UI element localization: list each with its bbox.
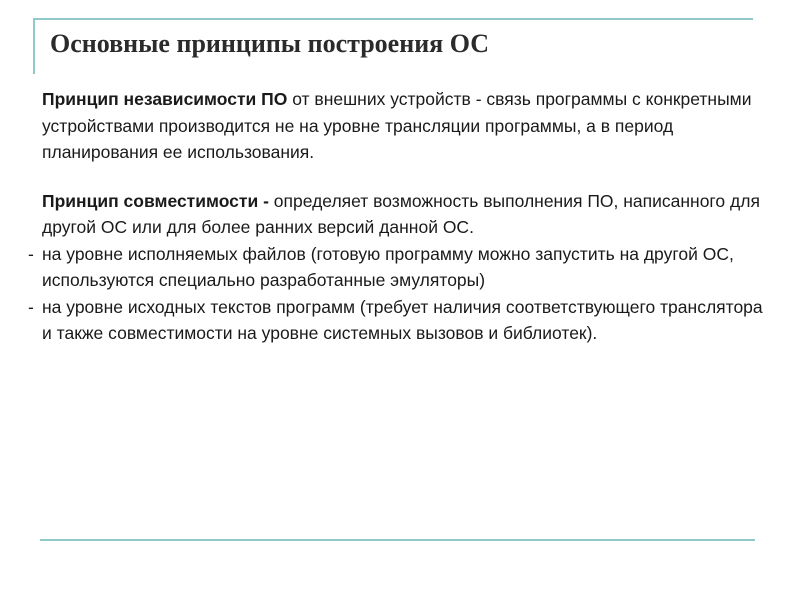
paragraph-independence xyxy=(28,86,768,166)
bullet-text: на уровне исполняемых файлов (готовую программу можно запустить на другой ОС, используются специально разработанные эмуляторы) xyxy=(42,243,734,290)
bullet-marker: - xyxy=(28,296,34,317)
bottom-divider-line xyxy=(40,539,755,541)
bullet-source-code xyxy=(28,294,768,347)
slide-title: Основные принципы построения ОС xyxy=(50,29,490,58)
top-divider-line xyxy=(33,18,753,20)
term-compatibility: Принцип совместимости - xyxy=(42,190,269,211)
slide-body xyxy=(28,86,768,347)
bullet-text: на уровне исходных текстов программ (требует наличия соответствующего транслятора и также совместимости на уровне системных вызовов и библиотек). xyxy=(42,296,763,343)
paragraph-compatibility xyxy=(28,188,768,241)
left-accent-line xyxy=(33,18,35,74)
text-compatibility: определяет возможность выполнения ПО, написанного для другой ОС или для более ранних версий данной ОС. xyxy=(42,190,760,237)
bullet-marker: - xyxy=(28,243,34,264)
text-independence: от внешних устройств - связь программы с конкретными устройствами производится не на уровне трансляции программы, а в период планирования ее использования. xyxy=(42,89,752,162)
bullet-executable-files xyxy=(28,241,768,294)
term-independence: Принцип независимости ПО xyxy=(42,89,288,109)
